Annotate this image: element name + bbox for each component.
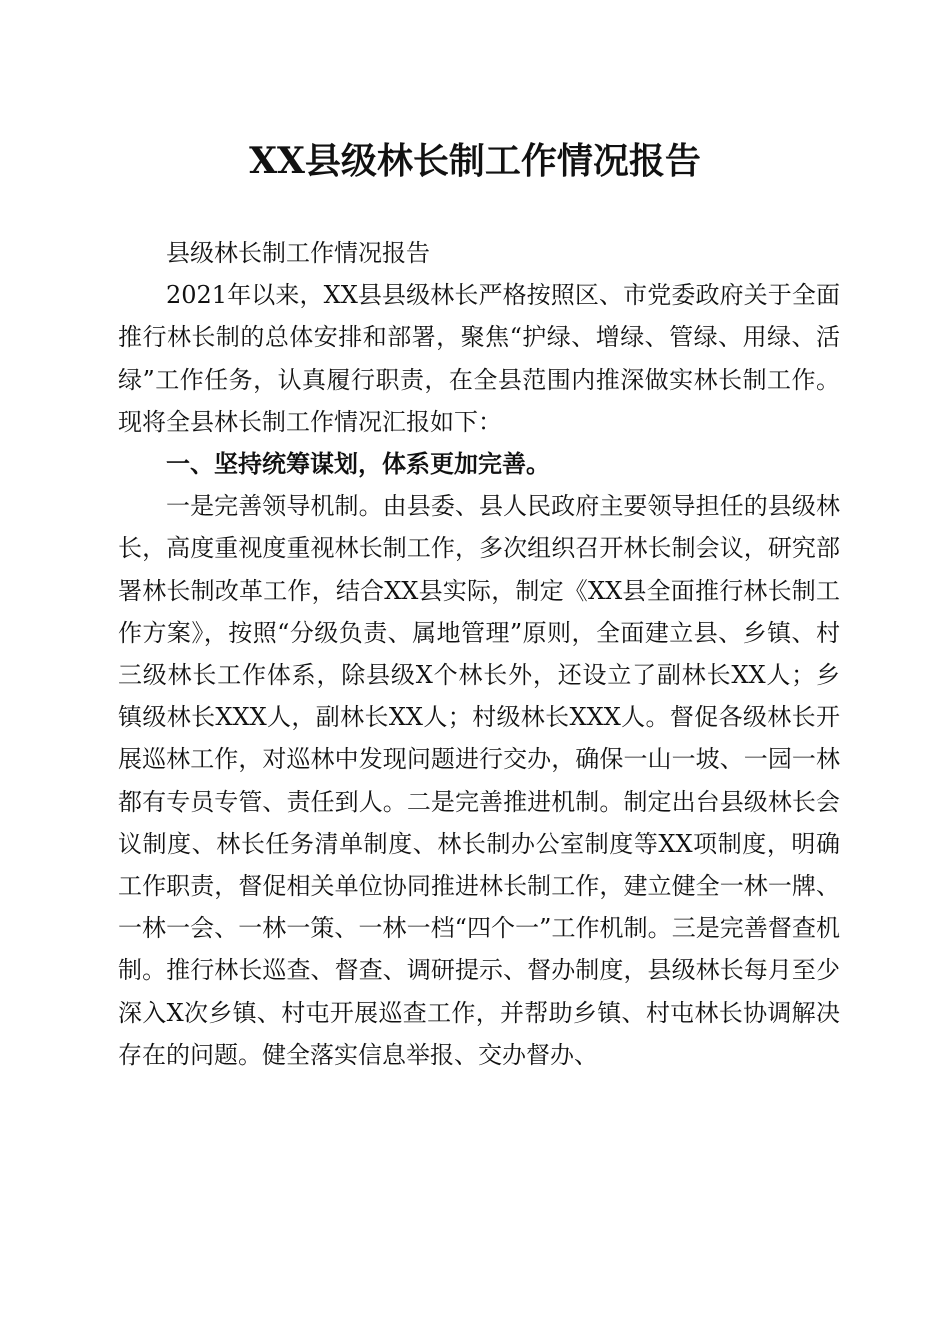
intro-paragraph: 2021年以来，XX县县级林长严格按照区、市党委政府关于全面推行林长制的总体安排和部署，聚焦“护绿、增绿、管绿、用绿、活绿”工作任务，认真履行职责，在全县范围内推深做实林长制工作。现将全县林长制工作情况汇报如下： [118,281,840,436]
section-heading: 一、坚持统筹谋划，体系更加完善。 [166,450,550,479]
document-title: XX县级林长制工作情况报告 [249,140,701,182]
subtitle-paragraph: 县级林长制工作情况报告 [166,239,430,267]
section-body-paragraph: 一是完善领导机制。由县委、县人民政府主要领导担任的县级林长，高度重视度重视林长制工作，多次组织召开林长制会议，研究部署林长制改革工作，结合XX县实际，制定《XX县全面推行林长制工作方案》，按照“分级负责、属地管理”原则，全面建立县、乡镇、村三级林长工作体系，除县级X个林长外，还设立了副林长XX人；乡镇级林长XXX人，副林长XX人；村级林长XXX人。督促各级林长开展巡林工作，对巡林中发现问题进行交办，确保一山一坡、一园一林都有专员专管、责任到人。二是完善推进机制。制定出台县级林长会议制度、林长任务清单制度、林长制办公室制度等XX项制度，明确工作职责，督促相关单位协同推进林长制工作，建立健全一林一牌、一林一会、一林一策、一林一档“四个一”工作机制。三是完善督查机制。推行林长巡查、督查、调研提示、督办制度，县级林长每月至少深入X次乡镇、村屯开展巡查工作，并帮助乡镇、村屯林长协调解决存在的问题。健全落实信息举报、交办督办、 [118,492,840,1069]
document-body [118,232,840,1076]
